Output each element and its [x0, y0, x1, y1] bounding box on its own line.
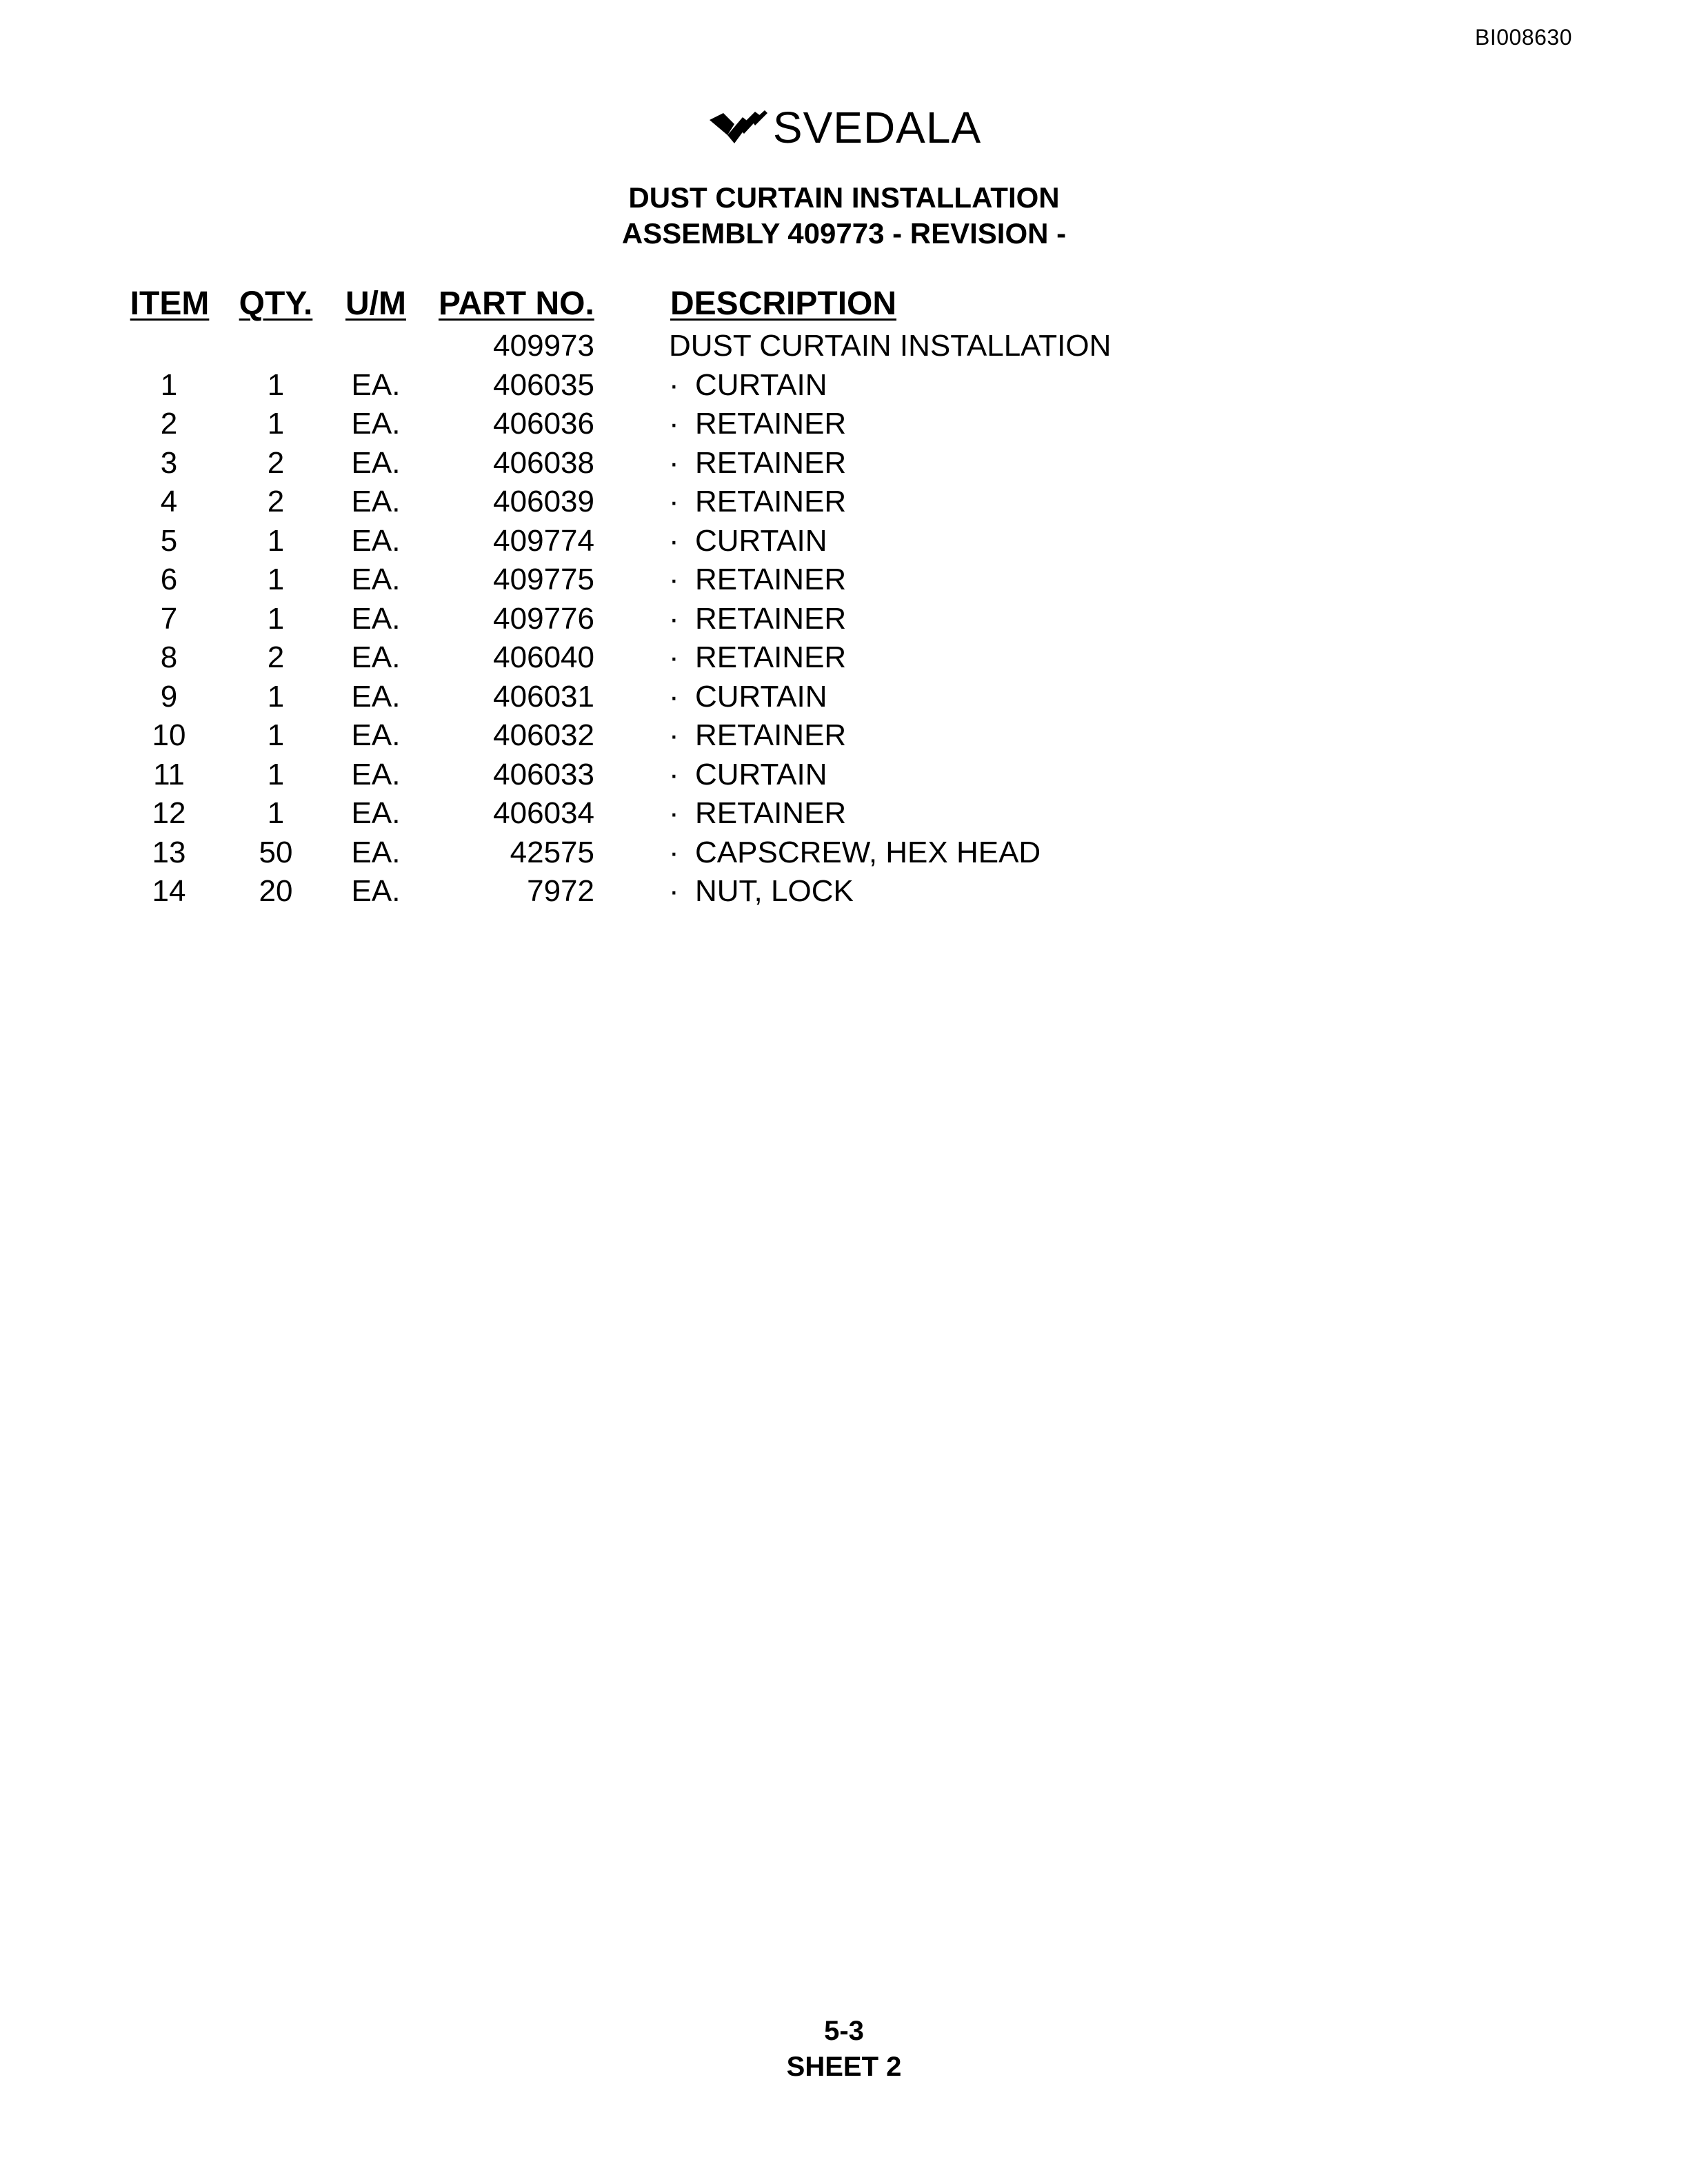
description-cell — [669, 678, 1289, 716]
description-text: DUST CURTAIN INSTALLATION — [669, 329, 1112, 363]
part-no-cell: 409774 — [493, 523, 594, 558]
table-row — [0, 794, 1688, 833]
description-cell — [669, 483, 1289, 521]
header-um: U/M — [345, 285, 406, 322]
description-text: RETAINER — [695, 445, 847, 480]
bullet-marker: · — [669, 445, 679, 480]
description-cell — [669, 522, 1289, 560]
description-cell — [669, 444, 1289, 483]
qty-cell: 1 — [267, 796, 285, 830]
table-row — [0, 483, 1688, 522]
bullet-marker: · — [669, 485, 679, 518]
um-cell: EA. — [351, 523, 401, 558]
item-cell: 8 — [160, 640, 178, 674]
item-cell: 5 — [160, 523, 178, 558]
part-no-cell: 406033 — [493, 757, 594, 791]
logo-text: SVEDALA — [772, 103, 982, 152]
item-cell: 3 — [160, 445, 178, 480]
bullet-marker: · — [669, 407, 679, 441]
table-row — [0, 638, 1688, 678]
part-no-cell: 42575 — [510, 835, 594, 869]
description-cell — [669, 327, 1289, 365]
item-cell: 6 — [160, 563, 178, 596]
bullet-marker: · — [669, 796, 679, 830]
item-cell: 10 — [152, 718, 186, 752]
qty-cell: 1 — [267, 523, 285, 558]
bullet-marker: · — [669, 601, 679, 636]
table-row — [0, 716, 1688, 756]
table-row — [0, 444, 1688, 483]
part-no-cell: 406040 — [493, 640, 594, 674]
qty-cell: 1 — [267, 601, 285, 636]
description-cell — [669, 366, 1289, 405]
um-cell: EA. — [351, 563, 401, 596]
document-title: DUST CURTAIN INSTALLATION — [628, 181, 1060, 214]
sheet-label: SHEET 2 — [786, 2052, 902, 2082]
part-no-cell: 406039 — [493, 485, 594, 518]
description-text: CURTAIN — [695, 523, 827, 558]
item-cell: 9 — [160, 679, 178, 714]
table-row — [0, 756, 1688, 795]
table-header-row — [0, 281, 1688, 327]
table-row — [0, 833, 1688, 873]
um-cell: EA. — [351, 874, 401, 908]
description-cell — [669, 756, 1289, 794]
table-row — [0, 366, 1688, 405]
assembly-subtitle: ASSEMBLY 409773 - REVISION - — [621, 217, 1067, 250]
table-row — [0, 678, 1688, 717]
description-text: CAPSCREW, HEX HEAD — [695, 835, 1041, 869]
part-no-cell: 406038 — [493, 445, 594, 480]
um-cell: EA. — [351, 835, 401, 869]
header-qty: QTY. — [239, 285, 313, 322]
part-no-cell: 406036 — [493, 407, 594, 441]
item-cell: 13 — [152, 835, 186, 869]
document-id: BI008630 — [1474, 25, 1572, 50]
part-no-cell: 7972 — [527, 874, 594, 908]
description-text: RETAINER — [695, 640, 847, 674]
table-row — [0, 600, 1688, 639]
qty-cell: 1 — [267, 679, 285, 714]
description-cell — [669, 638, 1289, 677]
item-cell: 14 — [152, 874, 186, 908]
description-text: CURTAIN — [695, 679, 827, 714]
qty-cell: 50 — [259, 835, 293, 869]
bullet-marker: · — [669, 679, 679, 714]
description-text: RETAINER — [695, 796, 847, 830]
description-cell — [669, 600, 1289, 638]
part-no-cell: 406035 — [493, 367, 594, 402]
qty-cell: 2 — [267, 445, 285, 480]
bullet-marker: · — [669, 367, 679, 402]
description-text: RETAINER — [695, 485, 847, 518]
qty-cell: 1 — [267, 757, 285, 791]
description-cell — [669, 405, 1289, 443]
part-no-cell: 406034 — [493, 796, 594, 830]
description-cell — [669, 794, 1289, 833]
part-no-cell: 409776 — [493, 601, 594, 636]
page-number: 5-3 — [824, 2016, 864, 2046]
description-text: RETAINER — [695, 563, 847, 596]
description-text: RETAINER — [695, 601, 847, 636]
um-cell: EA. — [351, 485, 401, 518]
table-row — [0, 327, 1688, 366]
qty-cell: 2 — [267, 485, 285, 518]
table-row — [0, 522, 1688, 561]
item-cell: 11 — [153, 757, 185, 791]
table-row — [0, 560, 1688, 600]
part-no-cell: 409973 — [493, 329, 594, 363]
bullet-marker: · — [669, 523, 679, 558]
um-cell: EA. — [351, 718, 401, 752]
qty-cell: 20 — [259, 874, 293, 908]
description-text: NUT, LOCK — [695, 874, 854, 908]
item-cell: 2 — [160, 407, 178, 441]
description-cell — [669, 833, 1289, 872]
bullet-marker: · — [669, 563, 679, 596]
qty-cell: 2 — [267, 640, 285, 674]
bullet-marker: · — [669, 874, 679, 908]
um-cell: EA. — [351, 679, 401, 714]
description-cell — [669, 872, 1289, 911]
um-cell: EA. — [351, 445, 401, 480]
um-cell: EA. — [351, 757, 401, 791]
header-part-no: PART NO. — [439, 285, 594, 322]
bullet-marker: · — [669, 640, 679, 674]
um-cell: EA. — [351, 601, 401, 636]
bullet-marker: · — [669, 757, 679, 791]
description-text: RETAINER — [695, 407, 847, 441]
um-cell: EA. — [351, 796, 401, 830]
qty-cell: 1 — [267, 563, 285, 596]
item-cell: 7 — [160, 601, 178, 636]
description-text: RETAINER — [695, 718, 847, 752]
um-cell: EA. — [351, 367, 401, 402]
qty-cell: 1 — [267, 407, 285, 441]
header-description: DESCRIPTION — [670, 285, 897, 322]
item-cell: 4 — [160, 485, 178, 518]
table-row — [0, 405, 1688, 444]
table-body — [0, 327, 1688, 911]
qty-cell: 1 — [267, 718, 285, 752]
um-cell: EA. — [351, 640, 401, 674]
header-item: ITEM — [130, 285, 210, 322]
table-row — [0, 872, 1688, 911]
bullet-marker: · — [669, 718, 679, 752]
description-cell — [669, 560, 1289, 599]
svedala-logo-mark-icon — [707, 108, 769, 148]
part-no-cell: 406032 — [493, 718, 594, 752]
bullet-marker: · — [669, 835, 679, 869]
part-no-cell: 409775 — [493, 563, 594, 596]
item-cell: 1 — [160, 367, 178, 402]
um-cell: EA. — [351, 407, 401, 441]
svedala-logo — [0, 103, 1688, 152]
part-no-cell: 406031 — [493, 679, 594, 714]
description-text: CURTAIN — [695, 367, 827, 402]
description-cell — [669, 716, 1289, 755]
parts-table — [0, 281, 1688, 911]
item-cell: 12 — [152, 796, 186, 830]
description-text: CURTAIN — [695, 757, 827, 791]
qty-cell: 1 — [267, 367, 285, 402]
